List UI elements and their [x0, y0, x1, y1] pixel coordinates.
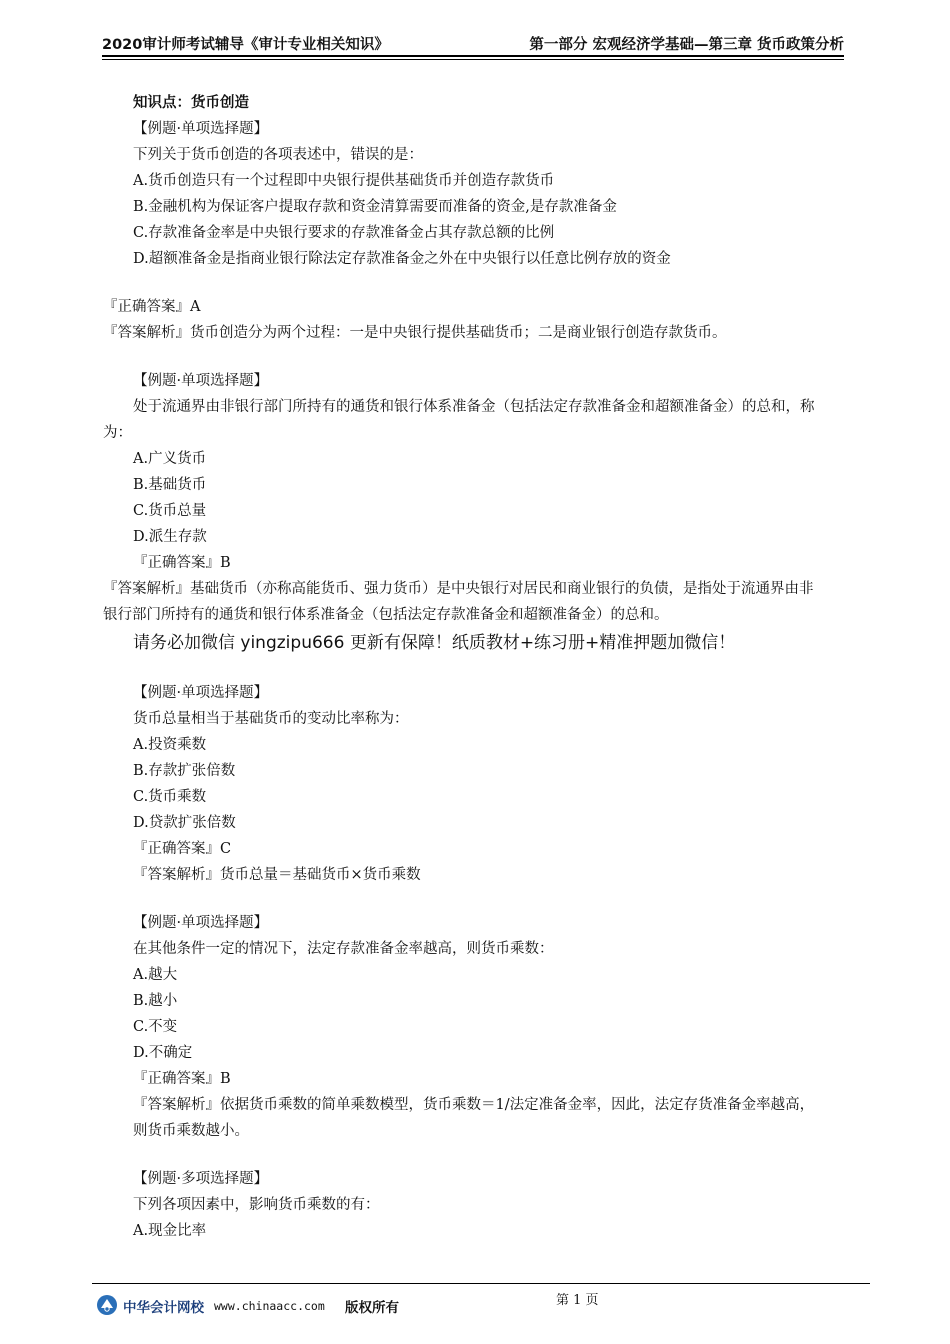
q4-analysis: 『答案解析』依据货币乘数的简单乘数模型，货币乘数＝1/法定准备金率，因此，法定存货准备金率越高，则货币乘数越小。: [133, 1097, 815, 1139]
q3-option-c: C.货币乘数: [133, 789, 207, 805]
promo-notice: 请务必加微信 yingzipu666 更新有保障！纸质教材+练习册+精准押题加微信！: [133, 633, 736, 653]
topic-heading: 知识点：货币创造: [133, 95, 249, 111]
q2-option-a: A.广义货币: [133, 451, 207, 467]
footer-rights: 版权所有: [345, 1300, 399, 1316]
footer-rule: [92, 1283, 870, 1284]
q2-option-d: D.派生存款: [133, 529, 207, 545]
q3-answer: 『正确答案』C: [133, 841, 232, 857]
q4-option-c: C.不变: [133, 1019, 178, 1035]
q3-stem: 货币总量相当于基础货币的变动比率称为：: [133, 711, 409, 727]
header-rule-thin: [102, 59, 844, 60]
header-section: 第一部分 宏观经济学基础—第三章 货币政策分析: [529, 37, 844, 53]
q4-stem: 在其他条件一定的情况下，法定存款准备金率越高，则货币乘数：: [133, 941, 554, 957]
page-header: [102, 31, 844, 53]
q1-option-d: D.超额准备金是指商业银行除法定存款准备金之外在中央银行以任意比例存放的资金: [133, 251, 671, 267]
q5-tag: 【例题·多项选择题】: [133, 1171, 269, 1187]
q4-option-a: A.越大: [133, 967, 178, 983]
header-rule: [102, 55, 844, 57]
document-body: [103, 90, 853, 1244]
q2-option-b: B.基础货币: [133, 477, 207, 493]
q3-tag: 【例题·单项选择题】: [133, 685, 269, 701]
q3-analysis: 『答案解析』货币总量＝基础货币×货币乘数: [133, 867, 421, 883]
q5-stem: 下列各项因素中，影响货币乘数的有：: [133, 1197, 380, 1213]
q1-answer: 『正确答案』A: [103, 299, 201, 315]
q4-option-d: D.不确定: [133, 1045, 193, 1061]
q2-answer: 『正确答案』B: [133, 555, 231, 571]
q1-analysis: 『答案解析』货币创造分为两个过程：一是中央银行提供基础货币；二是商业银行创造存款货币。: [103, 325, 727, 341]
q2-stem: 处于流通界由非银行部门所持有的通货和银行体系准备金（包括法定存款准备金和超额准备金）的总和，称为：: [103, 399, 815, 441]
q1-option-b: B.金融机构为保证客户提取存款和资金清算需要而准备的资金,是存款准备金: [133, 199, 617, 215]
q3-option-d: D.贷款扩张倍数: [133, 815, 236, 831]
q4-answer: 『正确答案』B: [133, 1071, 231, 1087]
footer-brand: 中华会计网校: [123, 1300, 204, 1316]
q1-tag: 【例题·单项选择题】: [133, 121, 269, 137]
q5-option-a: A.现金比率: [133, 1223, 207, 1239]
q2-analysis: 『答案解析』基础货币（亦称高能货币、强力货币）是中央银行对居民和商业银行的负债，是指处于流通界由非银行部门所持有的通货和银行体系准备金（包括法定存款准备金和超额准备金）的总和。: [103, 581, 814, 623]
q3-option-b: B.存款扩张倍数: [133, 763, 236, 779]
q4-option-b: B.越小: [133, 993, 178, 1009]
q1-stem: 下列关于货币创造的各项表述中，错误的是：: [133, 147, 423, 163]
q4-tag: 【例题·单项选择题】: [133, 915, 269, 931]
q1-option-a: A.货币创造只有一个过程即中央银行提供基础货币并创造存款货币: [133, 173, 555, 189]
chinaacc-logo-icon: [96, 1294, 118, 1316]
q3-option-a: A.投资乘数: [133, 737, 207, 753]
q1-option-c: C.存款准备金率是中央银行要求的存款准备金占其存款总额的比例: [133, 225, 555, 241]
footer-url[interactable]: www.chinaacc.com: [214, 1299, 325, 1313]
q2-option-c: C.货币总量: [133, 503, 207, 519]
page-number: 第 1 页: [556, 1293, 599, 1308]
q2-tag: 【例题·单项选择题】: [133, 373, 269, 389]
header-title: 2020审计师考试辅导《审计专业相关知识》: [102, 37, 389, 53]
